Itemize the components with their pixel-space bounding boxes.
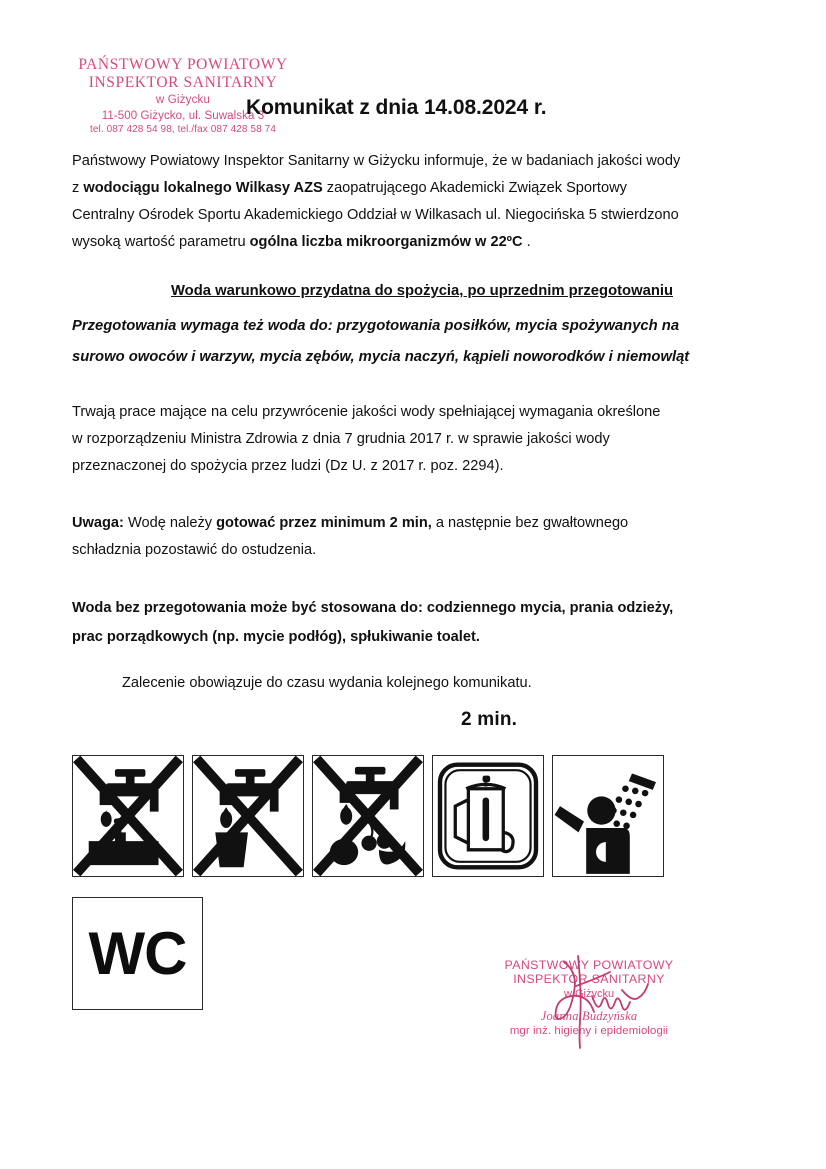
wc-label: WC: [88, 919, 187, 987]
signatory-title: mgr inż. higieny i epidemiologii: [509, 1025, 669, 1038]
note-paragraph: [72, 510, 772, 564]
signatory-name: Joanna Budzyńska: [540, 1008, 638, 1023]
header-stamp-line-1: PAŃSTWOWY POWIATOWY: [78, 56, 288, 73]
allowed-uses-paragraph: [72, 594, 772, 652]
waterworks-name: wodociągu lokalnego Wilkasy AZS: [83, 180, 323, 196]
regulation-paragraph: [72, 399, 772, 480]
intro-line-4-suffix: .: [522, 234, 531, 250]
regulation-line-2: w rozporządzeniu Ministra Zdrowia z dnia 7 grudnia 2017 r. w sprawie jakości wody: [72, 431, 610, 447]
intro-line-2-prefix: z: [72, 180, 84, 196]
allowed-uses-line-1: Woda bez przegotowania może być stosowana do: codziennego mycia, prania odzieży,: [72, 600, 674, 616]
note-prefix: Wodę należy: [123, 515, 217, 531]
document-body: [72, 148, 772, 697]
header-stamp-city: w Giżycku: [155, 93, 211, 106]
intro-line-3: Centralny Ośrodek Sportu Akademickiego Oddział w Wilkasach ul. Niegocińska 5 stwierdzono: [72, 207, 679, 223]
header-stamp-line-2: INSPEKTOR SANITARNY: [88, 74, 278, 92]
parameter-name: ogólna liczba mikroorganizmów w 22ºC: [249, 234, 523, 250]
allowed-uses-line-2: prac porządkowych (np. mycie podłóg), spłukiwanie toalet.: [72, 629, 480, 645]
no-tooth-brushing-pictogram: [72, 755, 184, 877]
signature-stamp-line-2: INSPEKTOR SANITARNY: [513, 972, 665, 987]
signature-stamp-city: w Giżycku: [563, 987, 615, 1000]
validity-paragraph: Zalecenie obowiązuje do czasu wydania kolejnego komunikatu.: [122, 675, 532, 691]
header-stamp-phone: tel. 087 428 54 98, tel./fax 087 428 58 74: [89, 124, 276, 136]
pictogram-strip: [72, 755, 664, 877]
note-suffix: a następnie bez gwałtownego: [431, 515, 629, 531]
signature-stamp-line-1: PAŃSTWOWY POWIATOWY: [504, 958, 674, 972]
page-title: Komunikat z dnia 14.08.2024 r.: [246, 96, 547, 119]
boil-instruction: gotować przez minimum 2 min,: [216, 515, 432, 531]
intro-paragraph: [72, 148, 772, 256]
boil-water-kettle-pictogram: [432, 755, 544, 877]
boiling-required-text: [72, 311, 772, 373]
intro-line-1: Państwowy Powiatowy Inspektor Sanitarny w Giżycku informuje, że w badaniach jakości wody: [72, 153, 681, 169]
boiling-required-line-2: surowo owoców i warzyw, mycia zębów, mycia naczyń, kąpieli noworodków i niemowląt: [72, 349, 690, 365]
boil-time-label: 2 min.: [461, 709, 518, 730]
note-label: Uwaga:: [72, 515, 124, 531]
intro-line-2-suffix: zaopatrującego Akademicki Związek Sportowy: [322, 180, 627, 196]
signature-office-stamp: [489, 958, 689, 1038]
shower-allowed-pictogram: [552, 755, 664, 877]
no-washing-fruit-pictogram: [312, 755, 424, 877]
regulation-line-1: Trwają prace mające na celu przywrócenie jakości wody spełniającej wymagania określone: [72, 404, 661, 420]
wc-pictogram: [72, 897, 203, 1010]
conditional-use-heading: Woda warunkowo przydatna do spożycia, po uprzednim przegotowaniu: [170, 283, 674, 299]
note-line-2: schładznia pozostawić do ostudzenia.: [72, 542, 317, 558]
boiling-required-line-1: Przegotowania wymaga też woda do: przygotowania posiłków, mycia spożywanych na: [72, 318, 680, 334]
intro-line-4-prefix: wysoką wartość parametru: [72, 234, 250, 250]
header-stamp-address: 11-500 Giżycko, ul. Suwalska 3: [101, 109, 265, 122]
no-drinking-water-pictogram: [192, 755, 304, 877]
regulation-line-3: przeznaczonej do spożycia przez ludzi (Dz U. z 2017 r. poz. 2294).: [72, 458, 504, 474]
